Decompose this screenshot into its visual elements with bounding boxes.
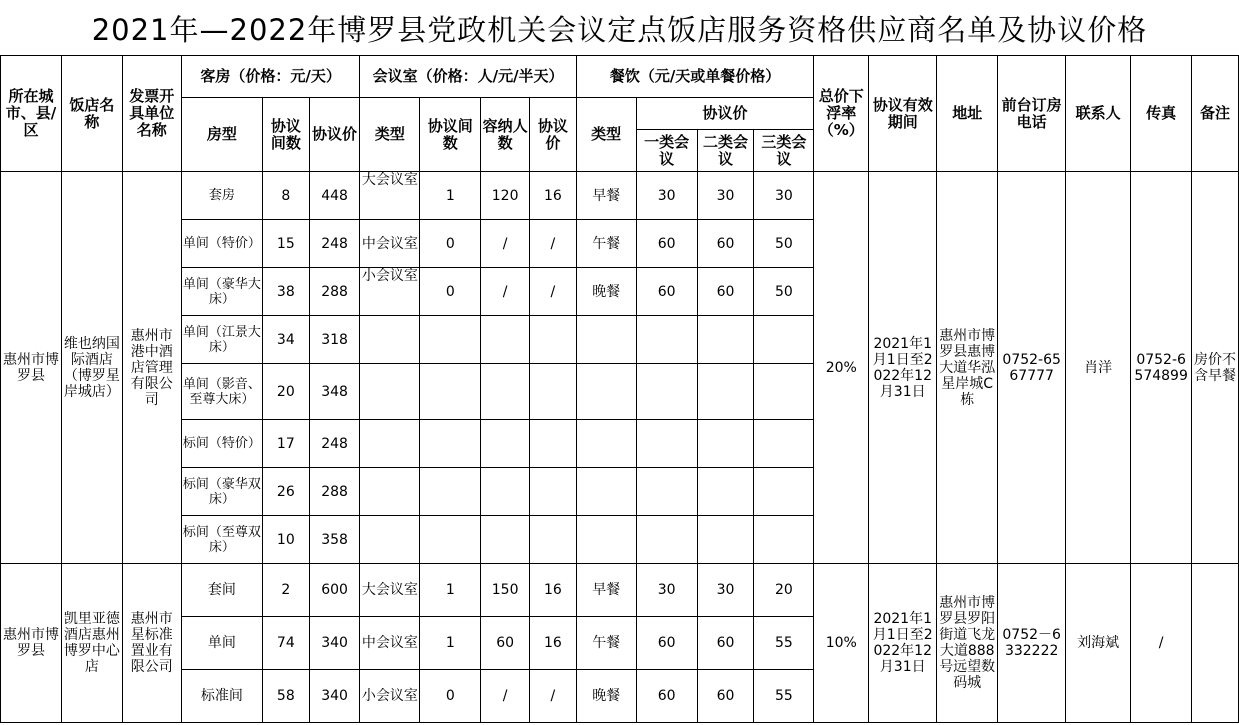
header-contact: 联系人 (1066, 56, 1131, 172)
dining-class1: 60 (636, 617, 697, 670)
empty-cell (636, 364, 697, 420)
empty-cell (754, 468, 814, 516)
header-dining: 餐饮（元/天或单餐价格） (576, 56, 814, 98)
empty-cell (697, 316, 754, 364)
room-count: 17 (262, 420, 309, 468)
empty-cell (697, 420, 754, 468)
room-count: 34 (262, 316, 309, 364)
header-address: 地址 (937, 56, 998, 172)
empty-cell (754, 316, 814, 364)
header-room-price: 协议价 (309, 98, 360, 172)
header-room-count: 协议间数 (262, 98, 309, 172)
room-count: 58 (262, 670, 309, 723)
meeting-price: 16 (530, 617, 577, 670)
dining-class3: 55 (754, 617, 814, 670)
header-room-type: 房型 (181, 98, 262, 172)
empty-cell (481, 516, 530, 564)
meeting-capacity: 60 (481, 617, 530, 670)
room-price: 288 (309, 468, 360, 516)
meeting-count: 0 (420, 220, 481, 268)
empty-cell (530, 468, 577, 516)
empty-cell (754, 516, 814, 564)
header-dining-type: 类型 (576, 98, 636, 172)
room-count: 26 (262, 468, 309, 516)
hotel-2-fax: / (1131, 564, 1192, 723)
hotel-2-remark (1192, 564, 1239, 723)
meeting-capacity: / (481, 220, 530, 268)
room-price: 340 (309, 670, 360, 723)
hotel-1-address: 惠州市博罗县惠博大道华泓星岸城C栋 (937, 172, 998, 564)
room-price: 248 (309, 420, 360, 468)
dining-type: 午餐 (576, 220, 636, 268)
room-price: 448 (309, 172, 360, 220)
room-count: 20 (262, 364, 309, 420)
header-discount: 总价下浮率（%） (814, 56, 869, 172)
meeting-capacity: 120 (481, 172, 530, 220)
hotel-1-fax: 0752-6574899 (1131, 172, 1192, 564)
empty-cell (360, 364, 420, 420)
empty-cell (481, 420, 530, 468)
empty-cell (481, 364, 530, 420)
supplier-table (0, 55, 1239, 723)
hotel-1-validity: 2021年1月1日至2022年12月31日 (869, 172, 937, 564)
hotel-2-invoice: 惠州市星标准置业有限公司 (122, 564, 181, 723)
dining-class2: 30 (697, 172, 754, 220)
empty-cell (754, 420, 814, 468)
room-price: 348 (309, 364, 360, 420)
header-agreement-price: 协议价 (636, 98, 814, 130)
empty-cell (530, 364, 577, 420)
hotel-1-discount: 20% (814, 172, 869, 564)
hotel-2-discount: 10% (814, 564, 869, 723)
room-price: 318 (309, 316, 360, 364)
header-class2: 二类会议 (697, 130, 754, 172)
header-city: 所在城市、县/区 (1, 56, 62, 172)
header-class1: 一类会议 (636, 130, 697, 172)
header-invoice: 发票开具单位名称 (122, 56, 181, 172)
dining-class2: 30 (697, 564, 754, 617)
meeting-capacity: / (481, 670, 530, 723)
hotel-2-address: 惠州市博罗县罗阳街道飞龙大道888号远望数码城 (937, 564, 998, 723)
room-type: 套间 (181, 564, 262, 617)
meeting-count: 1 (420, 617, 481, 670)
dining-class1: 60 (636, 268, 697, 316)
hotel-2-validity: 2021年1月1日至2022年12月31日 (869, 564, 937, 723)
room-type: 单间（豪华大床） (181, 268, 262, 316)
header-remark: 备注 (1192, 56, 1239, 172)
dining-type: 晚餐 (576, 670, 636, 723)
empty-cell (576, 468, 636, 516)
room-type: 标间（特价） (181, 420, 262, 468)
dining-class3: 55 (754, 670, 814, 723)
meeting-capacity: / (481, 268, 530, 316)
dining-class1: 60 (636, 220, 697, 268)
dining-class2: 60 (697, 617, 754, 670)
meeting-price: 16 (530, 564, 577, 617)
empty-cell (420, 420, 481, 468)
room-type: 标间（至尊双床） (181, 516, 262, 564)
room-count: 8 (262, 172, 309, 220)
header-meeting-type: 类型 (360, 98, 420, 172)
room-type: 套房 (181, 172, 262, 220)
hotel-2-phone: 0752－6332222 (998, 564, 1066, 723)
dining-class1: 30 (636, 564, 697, 617)
header-capacity: 容纳人数 (481, 98, 530, 172)
empty-cell (481, 316, 530, 364)
empty-cell (530, 420, 577, 468)
empty-cell (360, 516, 420, 564)
empty-cell (576, 516, 636, 564)
empty-cell (420, 364, 481, 420)
hotel-2-city: 惠州市博罗县 (1, 564, 62, 723)
meeting-type: 中会议室 (360, 220, 420, 268)
header-meeting-price: 协议价 (530, 98, 577, 172)
dining-class3: 50 (754, 220, 814, 268)
empty-cell (576, 420, 636, 468)
empty-cell (530, 316, 577, 364)
header-phone: 前台订房电话 (998, 56, 1066, 172)
meeting-type: 小会议室 (360, 268, 420, 316)
room-type: 单间（特价） (181, 220, 262, 268)
room-price: 600 (309, 564, 360, 617)
meeting-count: 0 (420, 268, 481, 316)
hotel-1-city: 惠州市博罗县 (1, 172, 62, 564)
room-type: 标准间 (181, 670, 262, 723)
meeting-type: 大会议室 (360, 564, 420, 617)
room-type: 单间（江景大床） (181, 316, 262, 364)
page-title: 2021年—2022年博罗县党政机关会议定点饭店服务资格供应商名单及协议价格 (91, 13, 1148, 47)
hotel-1-remark: 房价不含早餐 (1192, 172, 1239, 564)
meeting-price: / (530, 220, 577, 268)
room-price: 288 (309, 268, 360, 316)
hotel-1-invoice: 惠州市港中酒店管理有限公司 (122, 172, 181, 564)
empty-cell (636, 420, 697, 468)
empty-cell (360, 468, 420, 516)
header-validity: 协议有效期间 (869, 56, 937, 172)
dining-type: 午餐 (576, 617, 636, 670)
empty-cell (420, 468, 481, 516)
empty-cell (697, 364, 754, 420)
meeting-price: / (530, 670, 577, 723)
header-fax: 传真 (1131, 56, 1192, 172)
room-type: 单间（影音、至尊大床） (181, 364, 262, 420)
room-count: 2 (262, 564, 309, 617)
header-guest-room: 客房（价格：元/天） (181, 56, 360, 98)
dining-class2: 60 (697, 670, 754, 723)
dining-class1: 30 (636, 172, 697, 220)
meeting-capacity: 150 (481, 564, 530, 617)
room-price: 340 (309, 617, 360, 670)
dining-type: 早餐 (576, 564, 636, 617)
empty-cell (636, 316, 697, 364)
empty-cell (420, 516, 481, 564)
meeting-count: 1 (420, 172, 481, 220)
room-type: 标间（豪华双床） (181, 468, 262, 516)
header-meeting-count: 协议间数 (420, 98, 481, 172)
meeting-count: 0 (420, 670, 481, 723)
empty-cell (636, 516, 697, 564)
meeting-count: 1 (420, 564, 481, 617)
empty-cell (697, 516, 754, 564)
meeting-type: 小会议室 (360, 670, 420, 723)
hotel-1-phone: 0752-6567777 (998, 172, 1066, 564)
meeting-price: / (530, 268, 577, 316)
dining-class3: 20 (754, 564, 814, 617)
empty-cell (636, 468, 697, 516)
dining-class2: 60 (697, 268, 754, 316)
header-meeting: 会议室（价格：人/元/半天） (360, 56, 576, 98)
dining-type: 晚餐 (576, 268, 636, 316)
empty-cell (360, 316, 420, 364)
empty-cell (530, 516, 577, 564)
room-count: 10 (262, 516, 309, 564)
room-price: 358 (309, 516, 360, 564)
meeting-type: 大会议室 (360, 172, 420, 220)
hotel-1-contact: 肖洋 (1066, 172, 1131, 564)
header-hotel: 饭店名称 (61, 56, 122, 172)
hotel-1-name: 维也纳国际酒店（博罗星岸城店） (61, 172, 122, 564)
hotel-2-contact: 刘海斌 (1066, 564, 1131, 723)
room-count: 38 (262, 268, 309, 316)
room-type: 单间 (181, 617, 262, 670)
meeting-type: 中会议室 (360, 617, 420, 670)
room-count: 15 (262, 220, 309, 268)
dining-class3: 30 (754, 172, 814, 220)
dining-class2: 60 (697, 220, 754, 268)
empty-cell (697, 468, 754, 516)
empty-cell (754, 364, 814, 420)
empty-cell (481, 468, 530, 516)
empty-cell (576, 364, 636, 420)
header-class3: 三类会议 (754, 130, 814, 172)
meeting-price: 16 (530, 172, 577, 220)
hotel-2-name: 凯里亚德酒店惠州博罗中心店 (61, 564, 122, 723)
dining-class3: 50 (754, 268, 814, 316)
dining-class1: 60 (636, 670, 697, 723)
dining-type: 早餐 (576, 172, 636, 220)
room-count: 74 (262, 617, 309, 670)
empty-cell (576, 316, 636, 364)
room-price: 248 (309, 220, 360, 268)
empty-cell (360, 420, 420, 468)
empty-cell (420, 316, 481, 364)
